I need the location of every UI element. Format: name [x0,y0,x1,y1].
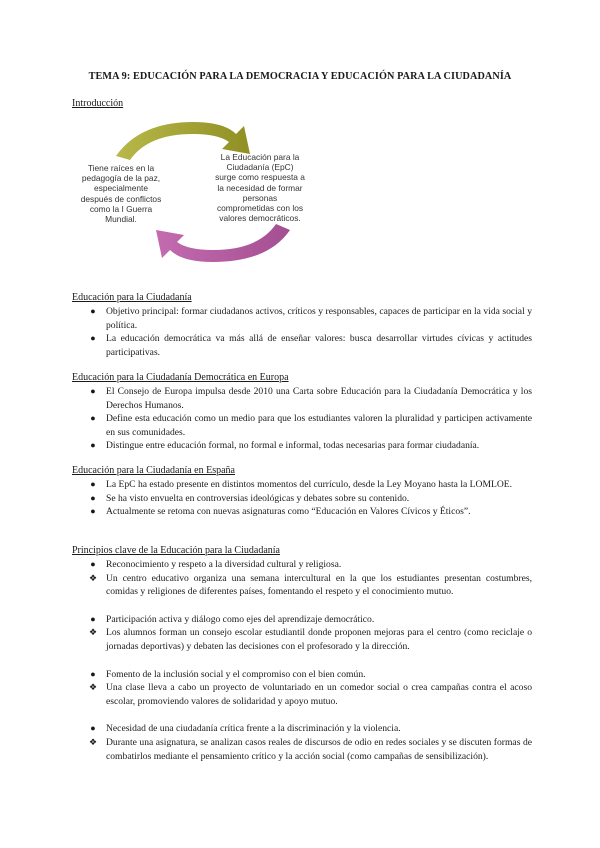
bullet-dot-icon: ● [90,613,96,624]
list-item: ● Reconocimiento y respeto a la diversidad cultural y religiosa. [72,558,532,572]
bullet-diamond-icon: ❖ [88,627,98,638]
bullet-diamond-icon: ❖ [88,736,98,747]
bullet-diamond-icon: ❖ [88,682,98,693]
bullet-dot-icon: ● [90,333,96,344]
list-item: ● Necesidad de una ciudadanía crítica frente a la discriminación y la violencia. [72,722,532,736]
bullet-dot-icon: ● [90,559,96,569]
bullet-dot-icon: ● [90,479,96,489]
list-item: ❖ Durante una asignatura, se analizan casos reales de discursos de odio en redes sociales y se discuten formas de combatirlos mediante el pensamiento crítico y la acción social (como campañas de sensibilización). [88,736,532,762]
list-item: ● El Consejo de Europa impulsa desde 2010 una Carta sobre Educación para la Ciudadanía Democrática y los Derechos Humanos. [72,385,532,412]
section-heading-principios: Principios clave de la Educación para la Ciudadanía [72,545,280,556]
document-title: TEMA 9: EDUCACIÓN PARA LA DEMOCRACIA Y EDUCACIÓN PARA LA CIUDADANÍA [88,71,512,82]
list-item: ● Distingue entre educación formal, no formal e informal, todas necesarias para formar ciudadanía. [72,439,532,453]
bullet-dot-icon: ● [90,306,96,316]
list-item: ● Participación activa y diálogo como ejes del aprendizaje democrático. [72,613,532,627]
section-europa-list [72,385,532,453]
bottom-arrow [156,224,290,262]
bullet-dot-icon: ● [90,492,96,503]
section-heading-europa: Educación para la Ciudadanía Democrática en Europa [72,372,289,383]
cycle-right-text: La Educación para la Ciudadanía (EpC) surge como respuesta a la necesidad de formar personas comprometidas con los valores democráticos. [215,152,305,224]
bullet-dot-icon: ● [90,506,96,517]
list-item: ● La educación democrática va más allá de enseñar valores: busca desarrollar virtudes cívicas y actitudes participativas. [72,332,532,359]
section-heading-ciudadania: Educación para la Ciudadanía [72,292,192,303]
list-item: ● Objetivo principal: formar ciudadanos activos, críticos y responsables, capaces de participar en la vida social y política. [72,305,532,332]
section-principios-list [72,558,532,763]
list-item: ● Actualmente se retoma con nuevas asignaturas como “Educación en Valores Cívicos y Éticos”. [72,505,532,519]
bullet-dot-icon: ● [90,386,96,396]
list-item: ❖ Un centro educativo organiza una semana intercultural en la que los estudiantes presentan costumbres, comidas y religiones de diferentes países, fomentando el respeto y el conocimiento mutuo. [88,572,532,598]
list-item: ❖ Una clase lleva a cabo un proyecto de voluntariado en un comedor social o crea campañas contra el acoso escolar, promoviendo valores de solidaridad y apoyo mutuo. [88,682,532,707]
list-item: ● Define esta educación como un medio para que los estudiantes valoren la pluralidad y participen activamente en sus comunidades. [72,412,532,439]
list-item: ● Se ha visto envuelta en controversias ideológicas y debates sobre su contenido. [72,492,532,506]
bullet-diamond-icon: ❖ [88,572,98,583]
bullet-dot-icon: ● [90,440,96,451]
list-item: ❖ Los alumnos forman un consejo escolar estudiantil donde proponen mejoras para el centro (como reciclaje o jornadas deportivas) y debaten las decisiones con el profesorado y la dirección. [88,627,532,652]
section-espana-list [72,478,532,519]
list-item: ● Fomento de la inclusión social y el compromiso con el bien común. [72,668,532,682]
cycle-diagram [78,112,328,274]
bullet-dot-icon: ● [90,413,96,424]
list-item: ● La EpC ha estado presente en distintos momentos del currículo, desde la Ley Moyano hasta la LOMLOE. [72,478,532,492]
section-ciudadania-list [72,305,532,359]
bullet-dot-icon: ● [90,723,96,734]
cycle-left-text: Tiene raíces en la pedagogía de la paz, especialmente después de conflictos como la I Guerra Mundial. [80,163,162,225]
section-heading-espana: Educación para la Ciudadanía en España [72,465,235,476]
bullet-dot-icon: ● [90,668,96,679]
intro-heading: Introducción [72,98,124,109]
